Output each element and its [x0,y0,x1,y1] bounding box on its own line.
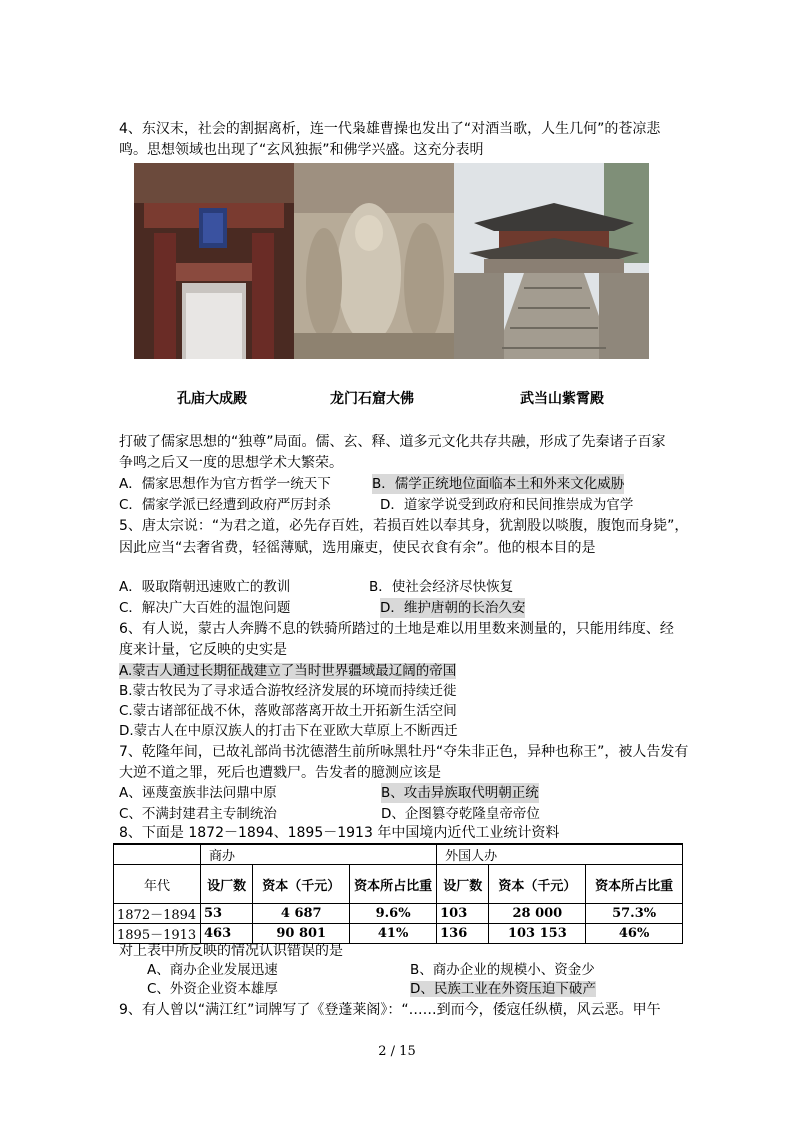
q8-stem: 8、下面是 1872－1894、1895－1913 年中国境内近代工业统计资料 [119,825,560,841]
table-group-header-row [114,844,683,865]
industry-statistics-table [113,843,683,944]
q6-stem-line1: 6、有人说，蒙古人奔腾不息的铁骑所踏过的土地是难以用里数来测量的，只能用纬度、经 [119,621,674,637]
cell-factories-foreign: 103 [437,904,489,924]
q6-option-a-text: A.蒙古人通过长期征战建立了当时世界疆域最辽阔的帝国 [119,663,457,679]
caption-wudang-palace: 武当山紫霄殿 [520,391,604,407]
header-year: 年代 [114,865,201,904]
cell-year: 1872－1894 [114,904,201,924]
q4-option-c: C．儒家学派已经遭到政府严厉封杀 [119,497,331,513]
wudang-zixiao-palace-photo [454,163,649,359]
cell-year: 1895－1913 [114,924,201,944]
q6-option-d: D.蒙古人在中原汉族人的打击下在亚欧大草原上不断西迁 [119,723,458,739]
header-factories-merchant: 设厂数 [201,865,253,904]
q6-option-c: C.蒙古诸部征战不休，落败部落离开故土开拓新生活空间 [119,703,457,719]
longmen-grottoes-photo [294,163,454,359]
q5-stem-line2: 因此应当“去奢省费，轻徭薄赋，选用廉吏，使民衣食有余”。他的根本目的是 [119,540,596,556]
q4-stem-line4: 争鸣之后又一度的思想学术大繁荣。 [119,455,343,471]
header-capital-foreign: 资本（千元） [489,865,586,904]
q7-option-b: B、攻击异族取代明朝正统 [381,785,539,801]
q4-stem-line1: 4、东汉末，社会的割据离析，连一代枭雄曹操也发出了“对酒当歌，人生几何”的苍凉悲 [119,121,661,137]
header-share-merchant: 资本所占比重 [350,865,437,904]
table-header-row [114,865,683,904]
header-share-foreign: 资本所占比重 [586,865,683,904]
caption-longmen-grottoes: 龙门石窟大佛 [330,391,414,407]
q4-stem-line2: 鸣。思想领域也出现了“玄风独振”和佛学兴盛。这充分表明 [119,142,484,158]
group-label-merchant: 商办 [201,844,437,865]
header-factories-foreign: 设厂数 [437,865,489,904]
q5-stem-line1: 5、唐太宗说：“为君之道，必先存百姓，若损百姓以奉其身，犹割股以啖腹，腹饱而身毙”， [119,518,689,534]
q5-option-d: D．维护唐朝的长治久安 [380,600,526,616]
confucius-temple-photo [134,163,294,359]
cell-factories-merchant: 463 [201,924,253,944]
q5-option-c: C．解决广大百姓的温饱问题 [119,600,291,616]
table-corner-cell [114,844,201,865]
q4-stem-line3: 打破了儒家思想的“独尊”局面。儒、玄、释、道多元文化共存共融，形成了先秦诸子百家 [119,434,666,450]
page-number: 2 / 15 [378,1044,416,1059]
q4-option-d: D．道家学说受到政府和民间推崇成为官学 [380,497,634,513]
cell-share-merchant: 41% [350,924,437,944]
table-row [114,904,683,924]
q8-option-b: B、商办企业的规模小、资金少 [410,962,595,978]
q7-stem-line2: 大逆不道之罪，死后也遭戮尸。告发者的臆测应该是 [119,765,441,781]
cell-capital-foreign: 103 153 [489,924,586,944]
group-label-foreign: 外国人办 [437,844,683,865]
cell-capital-merchant: 4 687 [253,904,350,924]
q8-option-c: C、外资企业资本雄厚 [147,981,278,997]
q5-option-b: B．使社会经济尽快恢复 [369,579,514,595]
q8-question: 对上表中所反映的情况认识错误的是 [119,943,343,959]
q8-option-a: A、商办企业发展迅速 [147,962,278,978]
header-capital-merchant: 资本（千元） [253,865,350,904]
q8-option-d-text: D、民族工业在外资压迫下破产 [410,981,596,997]
cell-factories-merchant: 53 [201,904,253,924]
q8-option-d [410,979,596,999]
q4-option-b: B．儒学正统地位面临本土和外来文化威胁 [372,476,625,492]
cell-capital-merchant: 90 801 [253,924,350,944]
cell-share-foreign: 46% [586,924,683,944]
q9-stem-line1: 9、有人曾以“满江红”词牌写了《登蓬莱阁》：“……到而今，倭寇任纵横，风云恶。甲午 [119,1002,661,1018]
q5-option-a: A．吸取隋朝迅速败亡的教训 [119,579,291,595]
q6-option-b: B.蒙古牧民为了寻求适合游牧经济发展的环境而持续迁徙 [119,683,457,699]
cell-share-foreign: 57.3% [586,904,683,924]
cell-share-merchant: 9.6% [350,904,437,924]
q7-option-d: D、企图篡夺乾隆皇帝帝位 [381,806,540,822]
q7-option-a: A、诬蔑蛮族非法问鼎中原 [119,785,277,801]
q7-stem-line1: 7、乾隆年间，已故礼部尚书沈德潜生前所咏黑牡丹“夺朱非正色，异种也称王”，被人告发有 [119,744,689,760]
q7-option-c: C、不满封建君主专制统治 [119,806,277,822]
q6-option-a [119,661,456,681]
q6-stem-line2: 度来计量，它反映的史实是 [119,642,287,658]
cell-factories-foreign: 136 [437,924,489,944]
caption-confucius-temple: 孔庙大成殿 [177,391,247,407]
q4-photo-strip [134,163,649,359]
q4-option-a: A．儒家思想作为官方哲学一统天下 [119,476,331,492]
cell-capital-foreign: 28 000 [489,904,586,924]
